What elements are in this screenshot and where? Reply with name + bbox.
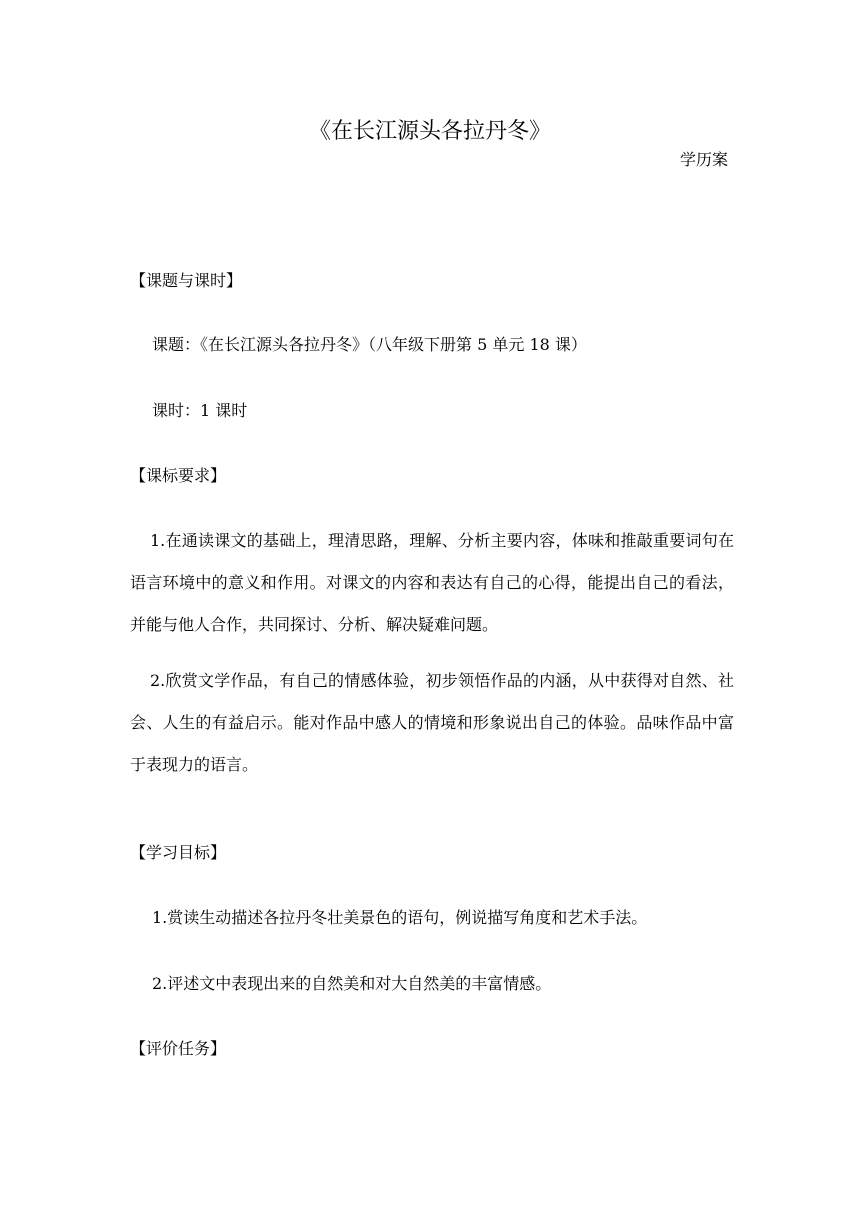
period-line: 课时：1 课时 [152,401,248,420]
topic-line: 课题：《在长江源头各拉丹冬》（八年级下册第 5 单元 18 课） [152,335,587,354]
document-title: 《在长江源头各拉丹冬》 [308,119,551,144]
standards-paragraph: 1.在通读课文的基础上，理清思路，理解、分析主要内容，体味和推敲重要词句在语言环境中的意义和作用。对课文的内容和表达有自己的心得，能提出自己的看法，并能与他人合作，共同探讨、分析、解决疑难问题。 [130,531,734,634]
goal-line: 1.赏读生动描述各拉丹冬壮美景色的语句，例说描写角度和艺术手法。 [152,908,648,927]
section-heading-standards: 【课标要求】 [130,466,227,485]
goal-line: 2.评述文中表现出来的自然美和对大自然美的丰富情感。 [152,974,552,993]
standards-paragraph: 2.欣赏文学作品，有自己的情感体验，初步领悟作品的内涵，从中获得对自然、社会、人生的有益启示。能对作品中感人的情境和形象说出自己的体验。品味作品中富于表现力的语言。 [130,671,734,774]
section-heading-goals: 【学习目标】 [130,843,227,862]
section-heading-topic: 【课题与课时】 [130,271,243,290]
section-heading-tasks: 【评价任务】 [130,1039,227,1058]
document-subtitle: 学历案 [679,150,728,169]
